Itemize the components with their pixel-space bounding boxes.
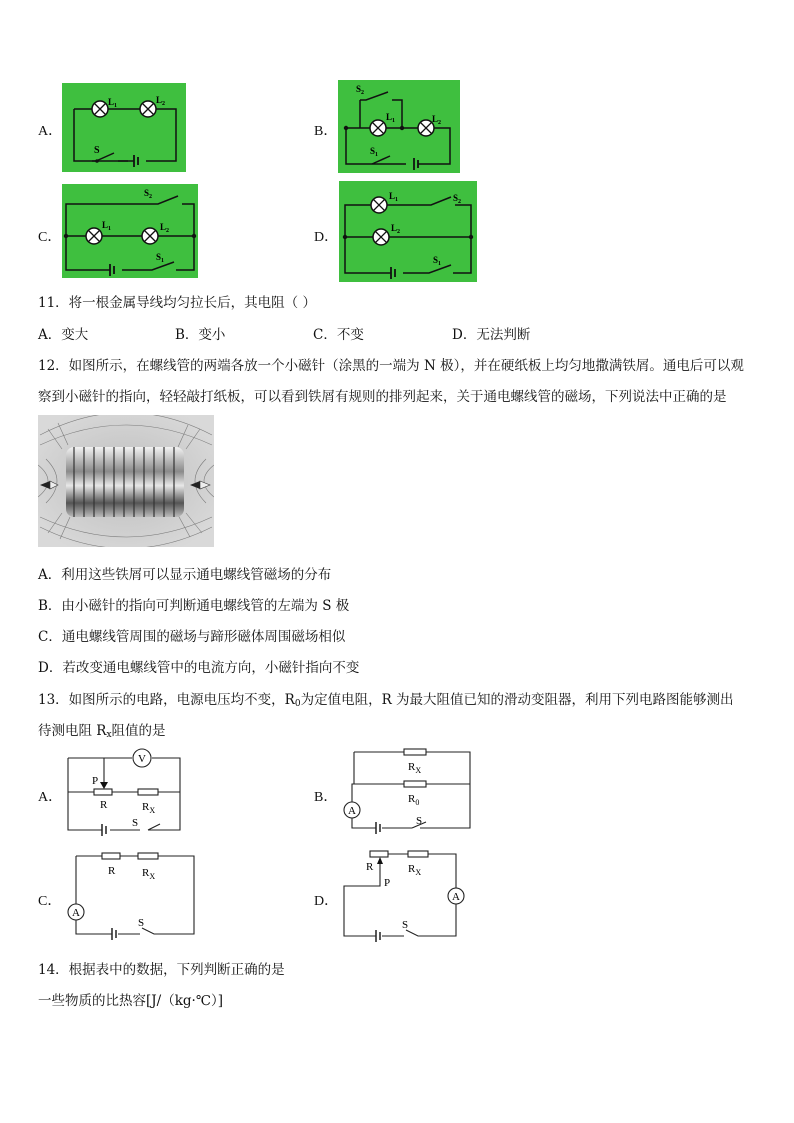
q12-option-a[interactable]: A．利用这些铁屑可以显示通电螺线管磁场的分布 — [38, 567, 332, 583]
q13-option-c-label: C． — [38, 894, 62, 909]
switch-s-label: S — [138, 917, 145, 929]
ammeter-label: A — [452, 891, 460, 903]
resistor-rx-label: $R_X$ — [408, 863, 422, 877]
switch-s-label: S — [402, 919, 409, 931]
switch-s1-label: $S_1$ — [370, 146, 379, 158]
q10-option-c-label: C． — [38, 230, 62, 245]
q13-circuit-d[interactable] — [338, 846, 474, 942]
q13-option-d-label: D． — [314, 894, 339, 909]
rheostat-r-label: R — [108, 865, 116, 877]
solenoid-iron-filings-photo — [38, 415, 214, 547]
q10-option-d-label: D． — [314, 230, 339, 245]
switch-s-label: S — [94, 145, 100, 156]
resistor-rx-label: $R_X$ — [408, 761, 422, 775]
q11-option-b[interactable]: B．变小 — [175, 327, 226, 343]
rheostat-r-label: R — [366, 861, 374, 873]
q12-stem-line1: 12．如图所示，在螺线管的两端各放一个小磁针（涂黑的一端为 N 极），并在硬纸板上均匀地撒满铁屑。通电后可以观 — [38, 358, 744, 374]
q10-circuit-b[interactable] — [338, 80, 460, 173]
q13-circuit-b[interactable] — [338, 744, 474, 836]
switch-s1-label: $S_1$ — [433, 255, 442, 267]
lamp-l1-label: $L_1$ — [102, 220, 112, 232]
q11-option-a[interactable]: A．变大 — [38, 327, 89, 343]
lamp-l1-label: $L_1$ — [389, 191, 399, 203]
q13-circuit-a[interactable] — [62, 746, 186, 838]
resistor-rx-label: $R_X$ — [142, 801, 156, 815]
switch-s2-label: $S_2$ — [356, 84, 365, 96]
q14-table-caption: 一些物质的比热容[J/（kg·℃）] — [38, 993, 223, 1009]
q12-option-c[interactable]: C．通电螺线管周围的磁场与蹄形磁体周围磁场相似 — [38, 629, 346, 645]
q10-option-a-label: A． — [38, 124, 63, 139]
switch-s-label: S — [416, 815, 423, 827]
ammeter-label: A — [348, 805, 356, 817]
slider-p-label: P — [384, 877, 391, 889]
slider-p-label: P — [92, 775, 99, 787]
lamp-l1-label: $L_1$ — [386, 112, 396, 124]
resistor-rx-label: $R_X$ — [142, 867, 156, 881]
lamp-l2-label: $L_2$ — [160, 222, 170, 234]
resistor-r0-label: $R_0$ — [408, 793, 420, 807]
q14-stem: 14．根据表中的数据，下列判断正确的是 — [38, 962, 285, 978]
q13-option-a-label: A． — [38, 790, 63, 805]
q10-circuit-a[interactable] — [62, 83, 186, 172]
q13-circuit-c[interactable] — [62, 848, 198, 942]
rheostat-r-label: R — [100, 799, 108, 811]
q12-option-b[interactable]: B．由小磁针的指向可判断通电螺线管的左端为 S 极 — [38, 598, 350, 614]
q10-circuit-c[interactable] — [62, 184, 198, 278]
q12-stem-line2: 察到小磁针的指向，轻轻敲打纸板，可以看到铁屑有规则的排列起来，关于通电螺线管的磁场，下列说法中正确的是 — [38, 389, 727, 405]
q11-stem: 11．将一根金属导线均匀拉长后，其电阻（ ） — [38, 295, 316, 311]
voltmeter-label: V — [138, 753, 146, 765]
q10-circuit-d[interactable] — [339, 181, 477, 282]
lamp-l2-label: $L_2$ — [391, 223, 401, 235]
q13-stem-line2: 待测电阻 $R_x$阻值的是 — [38, 723, 166, 740]
switch-s1-label: $S_1$ — [156, 252, 165, 264]
switch-s2-label: $S_2$ — [144, 188, 153, 200]
ammeter-label: A — [72, 907, 80, 919]
lamp-l2-label: $L_2$ — [156, 95, 166, 107]
q13-stem-line1: 13．如图所示的电路，电源电压均不变，$R_0$为定值电阻，R 为最大阻值已知的滑动变阻器，利用下列电路图能够测出 — [38, 692, 734, 709]
q11-option-c[interactable]: C．不变 — [313, 327, 364, 343]
switch-s2-label: $S_2$ — [453, 193, 462, 205]
switch-s-label: S — [132, 817, 139, 829]
lamp-l2-label: $L_2$ — [432, 114, 442, 126]
q10-option-b-label: B． — [314, 124, 338, 139]
q12-option-d[interactable]: D．若改变通电螺线管中的电流方向，小磁针指向不变 — [38, 660, 360, 676]
q13-option-b-label: B． — [314, 790, 338, 805]
q11-option-d[interactable]: D．无法判断 — [452, 327, 531, 343]
lamp-l1-label: $L_1$ — [108, 97, 118, 109]
